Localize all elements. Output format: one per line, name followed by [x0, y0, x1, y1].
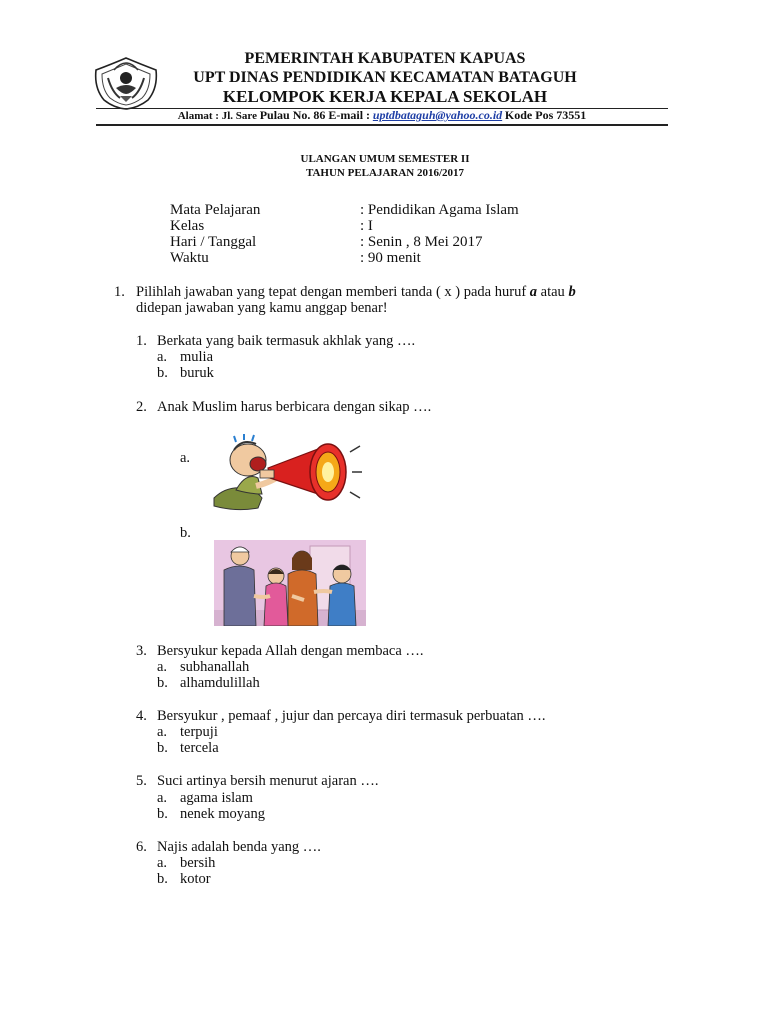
option-letter: a.: [157, 790, 168, 806]
option-letter: a.: [180, 450, 191, 466]
option-text: alhamdulillah: [180, 675, 260, 691]
option-letter: a.: [157, 349, 168, 365]
info-value: : Senin , 8 Mei 2017: [360, 234, 483, 250]
info-label: Hari / Tanggal: [170, 234, 257, 250]
question-text: Suci artinya bersih menurut ajaran ….: [157, 773, 379, 789]
option-letter: b.: [180, 525, 191, 541]
question-number: 2.: [136, 399, 147, 415]
instruction-line-2: didepan jawaban yang kamu anggap benar!: [136, 300, 388, 316]
header-group: KELOMPOK KERJA KEPALA SEKOLAH: [222, 87, 548, 106]
question-number: 5.: [136, 773, 147, 789]
option-letter: a.: [157, 724, 168, 740]
info-label: Mata Pelajaran: [170, 202, 261, 218]
shouting-megaphone-image: [206, 432, 364, 514]
postal-code: Kode Pos 73551: [504, 108, 587, 122]
question-text: Najis adalah benda yang ….: [157, 839, 321, 855]
header-address: [96, 108, 668, 123]
address-mid: Pulau No. 86 E-mail :: [259, 108, 371, 122]
option-letter: b.: [157, 740, 168, 756]
info-value: : Pendidikan Agama Islam: [360, 202, 519, 218]
question-text: Bersyukur kepada Allah dengan membaca ….: [157, 643, 424, 659]
header-government: PEMERINTAH KABUPATEN KAPUAS: [244, 50, 526, 67]
header-department: UPT DINAS PENDIDIKAN KECAMATAN BATAGUH: [193, 69, 577, 86]
option-text: nenek moyang: [180, 806, 265, 822]
info-label: Kelas: [170, 218, 205, 234]
info-value: : I: [360, 218, 373, 234]
question-number: 1.: [136, 333, 147, 349]
exam-year: TAHUN PELAJARAN 2016/2017: [305, 167, 465, 179]
option-letter: b.: [157, 806, 168, 822]
question-number: 3.: [136, 643, 147, 659]
instruction-number: 1.: [114, 284, 125, 300]
option-text: buruk: [180, 365, 214, 381]
info-value: : 90 menit: [360, 250, 421, 266]
question-text: Bersyukur , pemaaf , jujur dan percaya diri termasuk perbuatan ….: [157, 708, 546, 724]
option-text: kotor: [180, 871, 211, 887]
instruction-line-1: [136, 284, 576, 301]
option-text: bersih: [180, 855, 216, 871]
instruction-text: Pilihlah jawaban yang tepat dengan memberi tanda ( x ) pada huruf: [136, 284, 527, 300]
exam-title: ULANGAN UMUM SEMESTER II: [300, 153, 470, 165]
option-letter: b.: [157, 871, 168, 887]
option-letter: a.: [157, 855, 168, 871]
instruction-or: atau: [540, 284, 565, 300]
option-letter: a.: [157, 659, 168, 675]
option-b-marker: b: [568, 284, 576, 300]
address-prefix: Alamat : Jl. Sare: [177, 110, 257, 122]
option-text: mulia: [180, 349, 214, 365]
option-letter: b.: [157, 675, 168, 691]
option-text: terpuji: [180, 724, 218, 740]
option-text: subhanallah: [180, 659, 250, 675]
family-greeting-image: [214, 540, 366, 626]
option-text: tercela: [180, 740, 219, 756]
email-link[interactable]: uptdbataguh@yahoo.co.id: [372, 108, 503, 122]
question-number: 6.: [136, 839, 147, 855]
question-number: 4.: [136, 708, 147, 724]
question-text: Anak Muslim harus berbicara dengan sikap ….: [157, 399, 432, 415]
option-letter: b.: [157, 365, 168, 381]
header-rule-bottom: [96, 124, 668, 126]
question-text: Berkata yang baik termasuk akhlak yang ….: [157, 333, 416, 349]
option-a-marker: a: [529, 284, 538, 300]
info-label: Waktu: [170, 250, 209, 266]
option-text: agama islam: [180, 790, 253, 806]
